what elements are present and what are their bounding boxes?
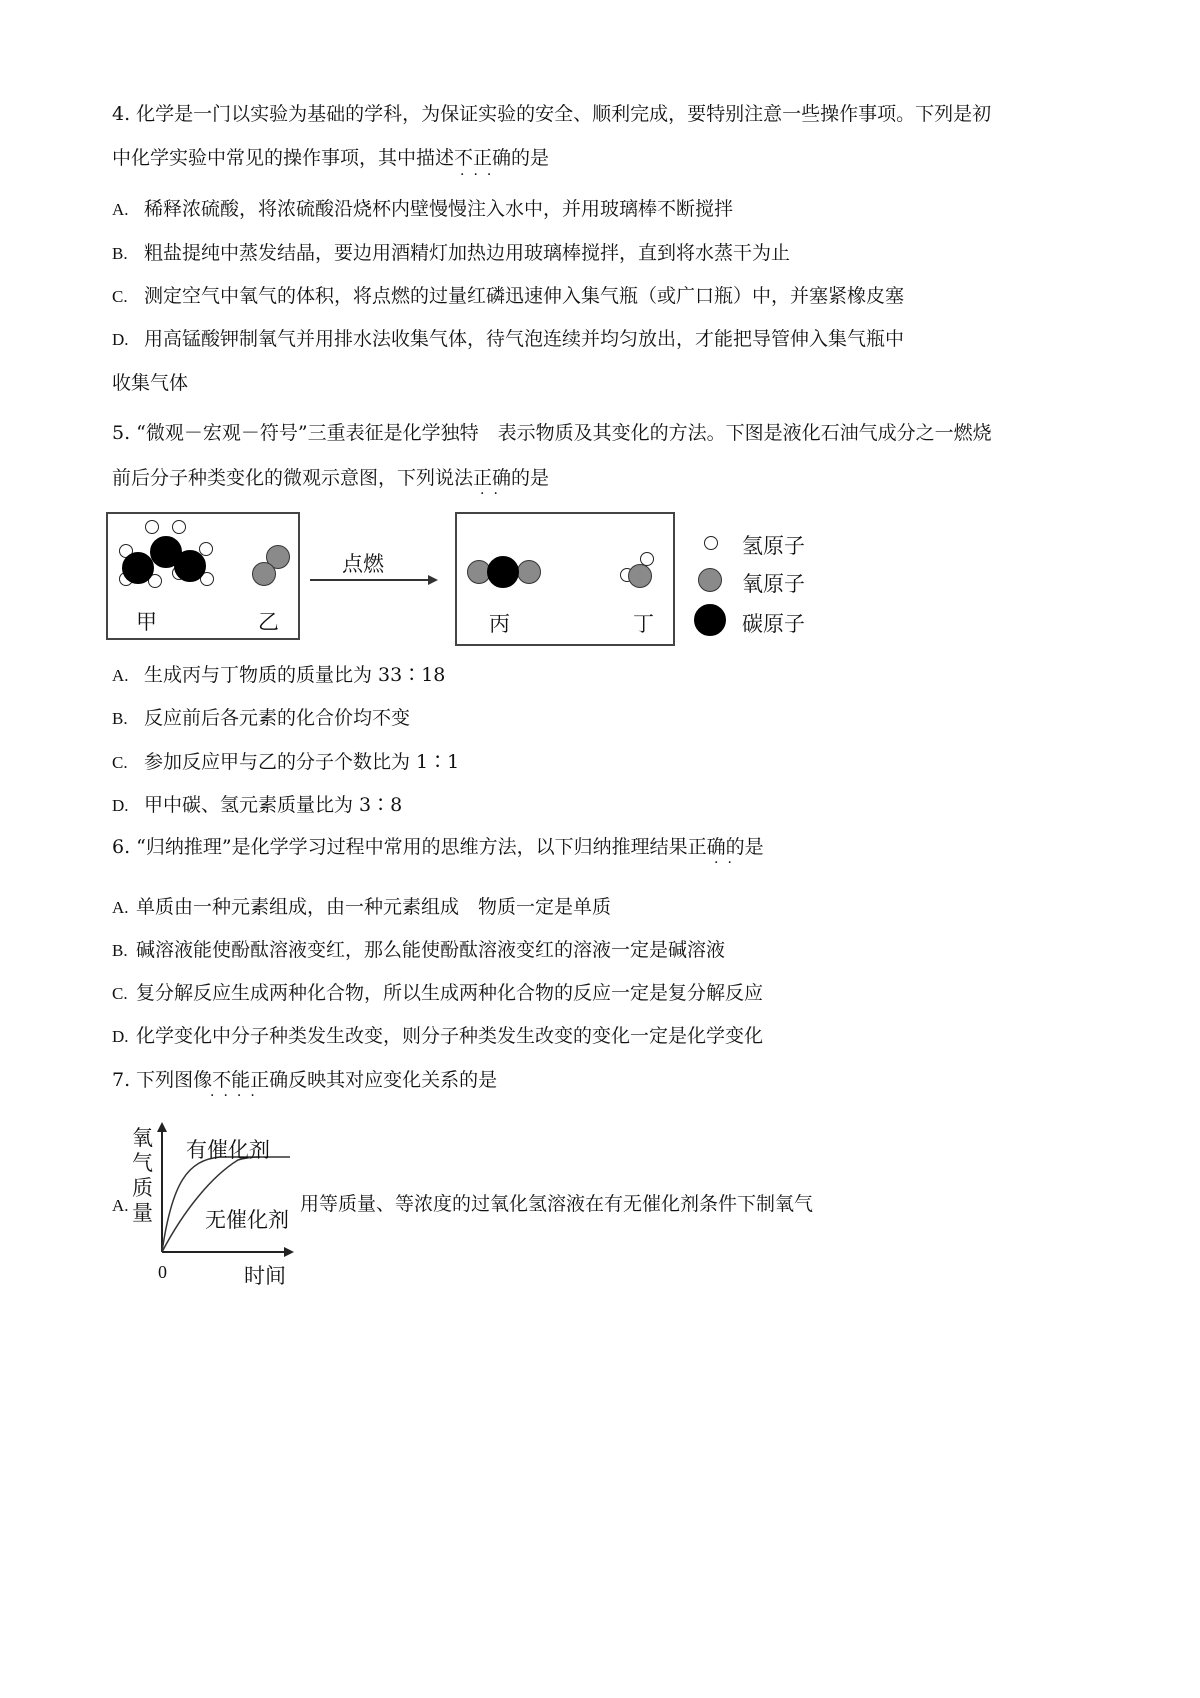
option-key: A.	[112, 666, 129, 685]
option-key: B.	[112, 709, 128, 728]
q4-option-d-continued: 收集气体	[112, 372, 189, 394]
legend-carbon: 碳原子	[742, 612, 805, 636]
q6-option-b	[112, 937, 725, 964]
q5-stem-line1: 5. “微观－宏观－符号”三重表征是化学独特 表示物质及其变化的方法。下图是液化石油气成分之一燃烧	[112, 422, 992, 444]
q5-stem-line2: 前后分子种类变化的微观示意图，下列说法正确的是	[112, 467, 550, 489]
option-key: C.	[112, 984, 128, 1003]
x-axis	[162, 1247, 294, 1257]
oxygen-atom	[252, 562, 276, 586]
legend-hydrogen: 氢原子	[742, 534, 805, 558]
reactant-a-label: 甲	[136, 610, 157, 634]
option-text: 复分解反应生成两种化合物，所以生成两种化合物的反应一定是复分解反应	[136, 982, 764, 1004]
option-text: 反应前后各元素的化合价均不变	[144, 707, 411, 729]
y-axis-label: 氧气质量	[132, 1126, 153, 1225]
catalyst-curve-label: 有催化剂	[186, 1138, 270, 1162]
emphasis-dots: ··	[480, 486, 507, 502]
x-axis-label: 时间	[244, 1264, 286, 1288]
option-text: 甲中碳、氢元素质量比为 3∶8	[144, 794, 403, 816]
reaction-condition-label: 点燃	[342, 552, 384, 576]
q7-option-a-text: 用等质量、等浓度的过氧化氢溶液在有无催化剂条件下制氧气	[300, 1193, 814, 1215]
q6-option-d	[112, 1023, 763, 1050]
option-key: A.	[112, 898, 129, 917]
reactants-box	[106, 512, 300, 640]
option-key: A.	[112, 200, 129, 219]
option-text: 稀释浓硫酸，将浓硫酸沿烧杯内壁慢慢注入水中，并用玻璃棒不断搅拌	[144, 198, 734, 220]
option-key: D.	[112, 330, 129, 349]
emphasis-dots: ···	[460, 167, 501, 183]
q4-option-a	[112, 196, 733, 223]
product-b-label: 丁	[633, 612, 654, 636]
option-text: 测定空气中氧气的体积，将点燃的过量红磷迅速伸入集气瓶（或广口瓶）中，并塞紧橡皮塞	[144, 285, 905, 307]
carbon-atom	[487, 556, 519, 588]
option-key: D.	[112, 796, 129, 815]
option-key: D.	[112, 1027, 129, 1046]
option-text: 单质由一种元素组成，由一种元素组成 物质一定是单质	[136, 896, 612, 918]
q5-option-c	[112, 749, 459, 776]
hydrogen-legend-icon	[704, 536, 718, 550]
option-text: 粗盐提纯中蒸发结晶，要边用酒精灯加热边用玻璃棒搅拌，直到将水蒸干为止	[144, 242, 791, 264]
q6-option-a	[112, 894, 611, 921]
q4-option-d	[112, 326, 904, 353]
oxygen-atom	[517, 560, 541, 584]
origin-label: 0	[158, 1262, 167, 1282]
no-catalyst-curve-label: 无催化剂	[205, 1208, 289, 1232]
option-key: B.	[112, 244, 128, 263]
oxygen-atom	[628, 564, 652, 588]
option-text: 化学变化中分子种类发生改变，则分子种类发生改变的变化一定是化学变化	[136, 1025, 764, 1047]
q5-option-d	[112, 792, 402, 819]
option-text: 用高锰酸钾制氧气并用排水法收集气体，待气泡连续并均匀放出，才能把导管伸入集气瓶中	[144, 328, 905, 350]
reaction-arrow-icon	[308, 572, 440, 588]
oxygen-legend-icon	[698, 568, 722, 592]
carbon-atom	[174, 550, 206, 582]
product-a-label: 丙	[489, 612, 510, 636]
option-text: 参加反应甲与乙的分子个数比为 1∶1	[144, 751, 460, 773]
legend-oxygen: 氧原子	[742, 572, 805, 596]
q4-option-c	[112, 283, 904, 310]
carbon-legend-icon	[694, 604, 726, 636]
products-box	[455, 512, 675, 646]
hydrogen-atom	[172, 520, 186, 534]
emphasis-dots: ··	[714, 855, 741, 871]
hydrogen-atom	[145, 520, 159, 534]
carbon-atom	[122, 552, 154, 584]
q4-option-b	[112, 240, 790, 267]
option-key: C.	[112, 753, 128, 772]
q7-stem: 7. 下列图像不能正确反映其对应变化关系的是	[112, 1069, 498, 1091]
q5-option-b	[112, 705, 410, 732]
q5-option-a	[112, 662, 445, 689]
q4-stem-line2: 中化学实验中常见的操作事项，其中描述不正确的是	[112, 147, 550, 169]
q4-stem-line1: 4. 化学是一门以实验为基础的学科，为保证实验的安全、顺利完成，要特别注意一些操作事项。下列是初	[112, 103, 992, 125]
option-key: B.	[112, 941, 128, 960]
q6-stem: 6. “归纳推理”是化学学习过程中常用的思维方法，以下归纳推理结果正确的是	[112, 836, 764, 858]
option-key: A.	[112, 1196, 129, 1215]
option-text: 碱溶液能使酚酞溶液变红，那么能使酚酞溶液变红的溶液一定是碱溶液	[136, 939, 726, 961]
emphasis-dots: ····	[210, 1088, 264, 1104]
q6-option-c	[112, 980, 763, 1007]
option-key: C.	[112, 287, 128, 306]
option-text: 生成丙与丁物质的质量比为 33∶18	[144, 664, 446, 686]
reactant-b-label: 乙	[258, 610, 279, 634]
